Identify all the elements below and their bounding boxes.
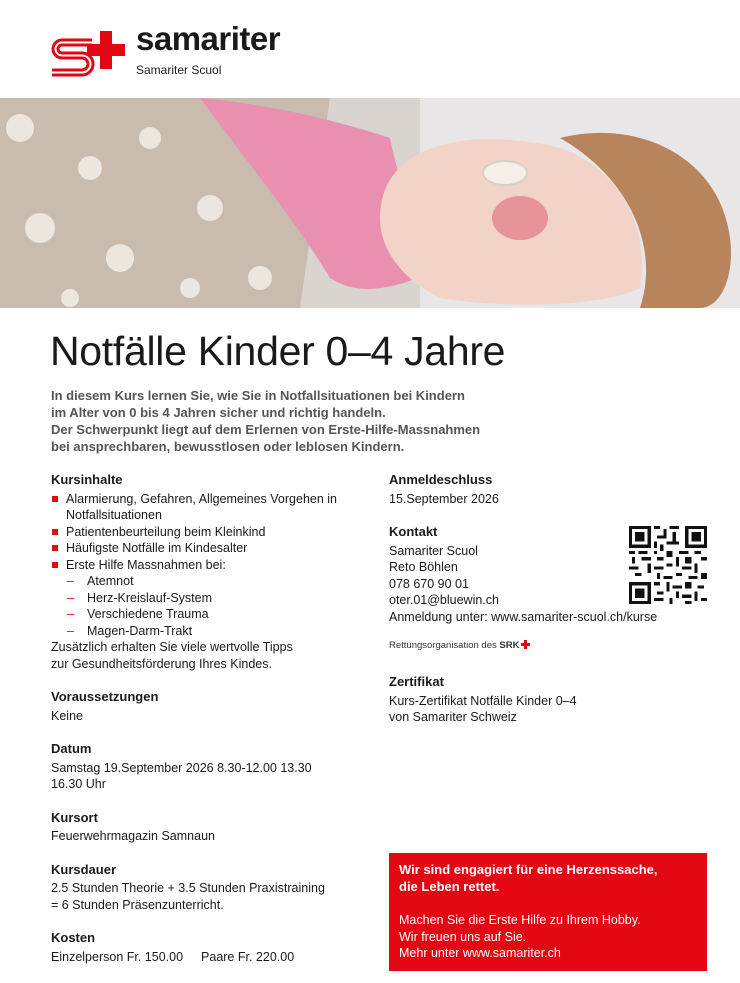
section-text: Feuerwehrmagazin Samnaun <box>51 829 215 843</box>
qr-code-icon <box>629 526 707 604</box>
section-heading: Datum <box>51 741 92 756</box>
contact-email: oter.01@bluewin.ch <box>389 593 499 607</box>
list-item: Erste Hilfe Massnahmen bei: <box>51 557 371 574</box>
section-kursdauer <box>51 862 371 914</box>
sub-list-item: – Verschiedene Trauma <box>51 606 371 623</box>
section-heading: Zertifikat <box>389 674 444 689</box>
list-item: Häufigste Notfälle im Kindesalter <box>51 540 371 557</box>
brand-name: samariter <box>136 20 281 57</box>
date-line: 16.30 Uhr <box>51 777 106 791</box>
section-kursinhalte <box>51 472 371 672</box>
intro-line: In diesem Kurs lernen Sie, wie Sie in Notfallsituationen bei Kindern <box>51 388 465 403</box>
extra-line: zur Gesundheitsförderung Ihres Kindes. <box>51 656 272 671</box>
list-item: Patientenbeurteilung beim Kleinkind <box>51 524 371 541</box>
sub-list <box>51 573 371 639</box>
sub-list-item: – Magen-Darm-Trakt <box>51 623 371 640</box>
contact-line: Samariter Scuol <box>389 543 478 558</box>
promo-link[interactable]: Mehr unter www.samariter.ch <box>399 946 561 960</box>
left-column <box>51 472 371 982</box>
duration-line: 2.5 Stunden Theorie + 3.5 Stunden Praxistraining <box>51 881 325 895</box>
section-text: 15.September 2026 <box>389 491 499 506</box>
certificate-line: Kurs-Zertifikat Notfälle Kinder 0–4 <box>389 693 577 708</box>
intro-line: bei ansprechbaren, bewusstlosen oder leblosen Kindern. <box>51 439 405 454</box>
contact-phone: 078 670 90 01 <box>389 576 469 591</box>
promo-box <box>389 853 707 971</box>
section-datum <box>51 741 371 793</box>
section-heading: Anmeldeschluss <box>389 472 493 487</box>
section-heading: Voraussetzungen <box>51 689 159 704</box>
certificate-line: von Samariter Schweiz <box>389 710 517 724</box>
registration-link[interactable]: Anmeldung unter: www.samariter-scuol.ch/kurse <box>389 609 658 624</box>
intro-line: im Alter von 0 bis 4 Jahren sicher und richtig handeln. <box>51 405 386 420</box>
srk-label <box>389 640 530 651</box>
extra-line: Zusätzlich erhalten Sie viele wertvolle Tipps <box>51 640 293 654</box>
intro-line: Der Schwerpunkt liegt auf dem Erlernen von Erste-Hilfe-Massnahmen <box>51 422 481 437</box>
contact-line: Reto Böhlen <box>389 560 458 574</box>
organization-name: Samariter Scuol <box>136 63 222 77</box>
section-voraussetzungen <box>51 689 371 724</box>
srk-prefix: Rettungsorganisation des <box>389 640 497 651</box>
section-anmeldeschluss <box>389 472 719 507</box>
hero-image <box>0 98 740 308</box>
srk-brand: SRK <box>499 640 520 651</box>
section-kursort <box>51 810 371 845</box>
cost-pair: Paare Fr. 220.00 <box>201 949 295 964</box>
promo-headline: die Leben rettet. <box>399 878 500 894</box>
promo-headline: Wir sind engagiert für eine Herzenssache, <box>399 862 658 877</box>
cost-single: Einzelperson Fr. 150.00 <box>51 949 184 964</box>
section-kosten <box>51 930 371 965</box>
page-title: Notfälle Kinder 0–4 Jahre <box>50 328 506 374</box>
section-heading: Kosten <box>51 930 96 945</box>
section-heading: Kursort <box>51 809 98 825</box>
section-zertifikat <box>389 674 719 726</box>
sub-list-item: – Herz-Kreislauf-System <box>51 590 371 607</box>
promo-line: Machen Sie die Erste Hilfe zu Ihrem Hobby. <box>399 913 641 927</box>
list-item: Alarmierung, Gefahren, Allgemeines Vorgehen in Notfallsituationen <box>51 491 371 524</box>
cost-line <box>51 949 371 966</box>
samariter-logo <box>50 20 320 82</box>
duration-line: = 6 Stunden Präsenzunterricht. <box>51 897 224 912</box>
right-column-lower <box>389 674 719 743</box>
sleeping-baby-photo-icon <box>0 98 740 308</box>
intro-text <box>51 387 611 455</box>
promo-line: Wir freuen uns auf Sie. <box>399 929 527 944</box>
section-heading: Kursinhalte <box>51 472 123 487</box>
section-heading: Kontakt <box>389 524 438 539</box>
red-cross-icon <box>521 640 530 649</box>
section-text: Keine <box>51 708 83 723</box>
content-list <box>51 491 371 574</box>
date-line: Samstag 19.September 2026 8.30-12.00 13.30 <box>51 760 312 775</box>
section-heading: Kursdauer <box>51 861 117 877</box>
sub-list-item: – Atemnot <box>51 573 371 590</box>
samariter-cross-logo-icon <box>50 31 132 77</box>
